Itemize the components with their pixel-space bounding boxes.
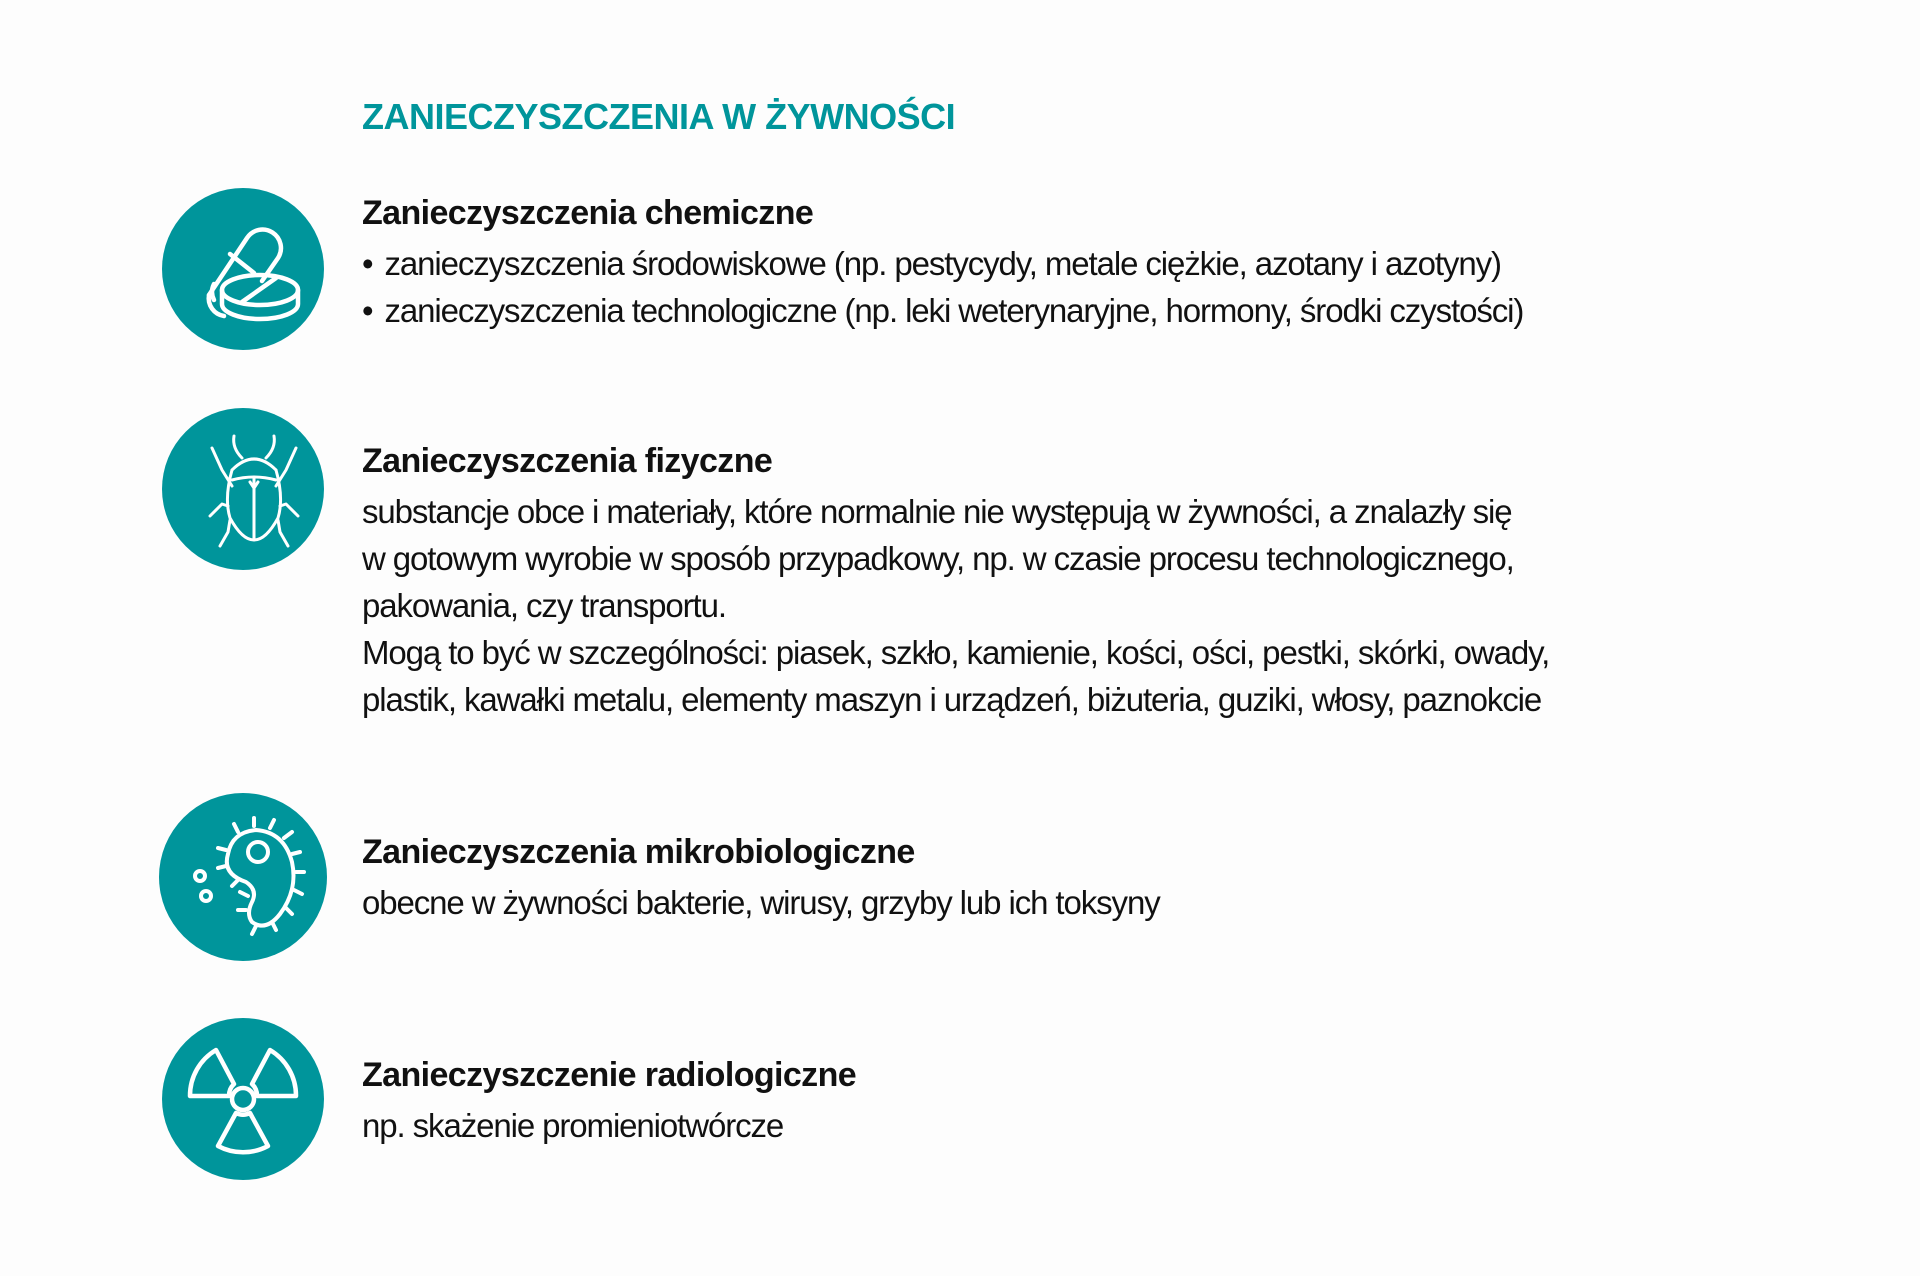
bullet-item: • zanieczyszczenia technologiczne (np. leki weterynaryjne, hormony, środki czystości): [362, 287, 1782, 334]
section-heading: Zanieczyszczenie radiologiczne: [362, 1056, 857, 1094]
section-heading: Zanieczyszczenia mikrobiologiczne: [362, 833, 915, 871]
description-line: np. skażenie promieniotwórcze: [362, 1107, 784, 1144]
beetle-icon: [162, 408, 324, 570]
page-title: ZANIECZYSZCZENIA W ŻYWNOŚCI: [362, 96, 956, 137]
description-line: w gotowym wyrobie w sposób przypadkowy, np. w czasie procesu technologicznego,: [362, 540, 1514, 577]
description-line: pakowania, czy transportu.: [362, 587, 726, 624]
radiation-icon: [162, 1018, 324, 1180]
section-heading: Zanieczyszczenia chemiczne: [362, 194, 814, 232]
description-line: substancje obce i materiały, które normalnie nie występują w żywności, a znalazły się: [362, 493, 1512, 530]
bacteria-icon: [159, 793, 327, 961]
section-heading: Zanieczyszczenia fizyczne: [362, 442, 773, 480]
description-line: Mogą to być w szczególności: piasek, szkło, kamienie, kości, ości, pestki, skórki, owady,: [362, 634, 1550, 671]
bullet-item: • zanieczyszczenia środowiskowe (np. pestycydy, metale ciężkie, azotany i azotyny): [362, 240, 1782, 287]
description-line: plastik, kawałki metalu, elementy maszyn i urządzeń, biżuteria, guziki, włosy, paznokcie: [362, 681, 1542, 718]
description-line: obecne w żywności bakterie, wirusy, grzyby lub ich toksyny: [362, 884, 1160, 921]
pills-icon: [162, 188, 324, 350]
